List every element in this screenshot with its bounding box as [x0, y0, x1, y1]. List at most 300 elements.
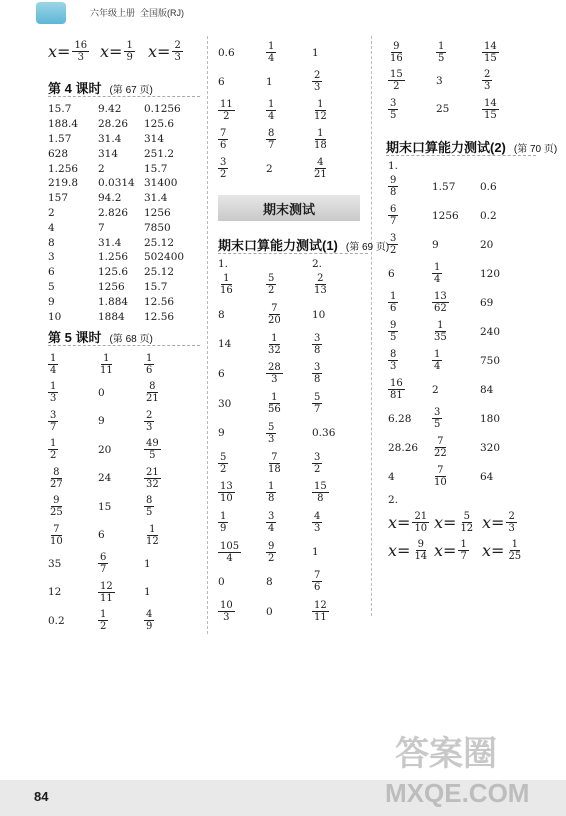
- denominator: 12: [146, 535, 159, 547]
- test2-label-2: 2.: [388, 494, 399, 506]
- numerator: 6: [390, 204, 397, 215]
- numerator: 3: [390, 233, 397, 244]
- fraction: [388, 69, 405, 92]
- answer-cell: [48, 38, 89, 64]
- fraction: [144, 467, 161, 490]
- denominator: 4: [226, 552, 233, 564]
- fraction: [98, 609, 108, 632]
- numerator: 10: [220, 600, 233, 612]
- answer-cell: [218, 270, 235, 300]
- numerator: 21: [414, 510, 428, 522]
- answer-cell: 1884: [98, 310, 125, 323]
- fraction: [432, 349, 442, 372]
- numerator: 1: [438, 40, 445, 52]
- denominator: 62: [434, 303, 447, 314]
- fraction: [312, 273, 329, 296]
- answer-cell: 1.57: [48, 132, 72, 145]
- x-equals: x=: [482, 512, 505, 532]
- denominator: 3: [314, 82, 321, 93]
- fraction: [432, 262, 442, 285]
- denominator: 2: [390, 245, 397, 256]
- answer-cell: 125.6: [144, 118, 175, 131]
- answer-cell: 7: [98, 221, 105, 234]
- numerator: 1: [268, 481, 275, 493]
- fraction: [432, 465, 449, 488]
- denominator: 3: [268, 433, 275, 445]
- answer-cell: [266, 389, 283, 419]
- denominator: 7: [390, 216, 397, 227]
- answer-cell: [482, 95, 499, 124]
- answer-cell: 314: [98, 147, 119, 160]
- answer-cell: 0.36: [312, 427, 336, 440]
- answer-cell: [312, 567, 322, 597]
- test1-page: (第 69 页): [345, 242, 390, 253]
- answer-cell: 1: [144, 557, 151, 570]
- answer-cell: 120: [480, 267, 501, 280]
- x-equals: x=: [388, 512, 411, 532]
- answer-cell: 1256: [144, 206, 171, 219]
- answer-cell: [218, 448, 228, 478]
- answer-cell: [144, 350, 154, 379]
- fraction: [266, 128, 276, 151]
- fraction: [144, 410, 154, 433]
- denominator: 4: [268, 522, 275, 534]
- answer-cell: 6: [98, 529, 105, 542]
- numerator: 4: [314, 510, 321, 522]
- answer-cell: [312, 67, 322, 96]
- answer-cell: [98, 350, 115, 379]
- fraction: [388, 291, 398, 314]
- fraction: [482, 69, 492, 92]
- fraction: [144, 495, 154, 518]
- fraction: [388, 349, 398, 372]
- answer-cell: 31400: [144, 177, 178, 190]
- fraction: [506, 511, 516, 534]
- denominator: 4: [434, 274, 441, 285]
- lesson5-title: [48, 327, 153, 346]
- numerator: 8: [146, 495, 153, 507]
- numerator: 3: [314, 362, 321, 374]
- denominator: 9: [126, 51, 133, 63]
- x-equals: x=: [434, 512, 457, 532]
- answer-cell: [388, 67, 405, 96]
- fraction: [388, 233, 398, 256]
- denominator: 2: [268, 285, 275, 297]
- denominator: 10: [220, 493, 233, 505]
- denominator: 6: [314, 582, 321, 594]
- fraction: [312, 511, 322, 534]
- answer-cell: 502400: [144, 251, 185, 264]
- answer-cell: [388, 172, 398, 201]
- denominator: 7: [50, 421, 57, 433]
- fraction: [124, 40, 134, 63]
- numerator: 7: [437, 436, 444, 447]
- numerator: 1: [103, 352, 110, 364]
- answer-cell: 0.6: [218, 46, 235, 59]
- numerator: 5: [220, 451, 227, 463]
- x-equals: x=: [100, 41, 123, 61]
- denominator: 3: [314, 522, 321, 534]
- numerator: 9: [390, 320, 397, 331]
- answer-cell: 31.4: [144, 192, 168, 205]
- fraction: [312, 157, 329, 180]
- numerator: 14: [484, 40, 497, 52]
- lesson5-page: (第 68 页): [109, 334, 153, 345]
- denominator: 3: [50, 393, 57, 405]
- answer-cell: [218, 478, 235, 508]
- fraction: [388, 204, 398, 227]
- watermark-url: MXQE.COM: [385, 778, 530, 808]
- answer-cell: 0.1256: [144, 103, 181, 116]
- denominator: 13: [314, 285, 327, 297]
- answer-cell: [48, 379, 58, 408]
- answer-cell: 251.2: [144, 147, 175, 160]
- denominator: 21: [146, 393, 159, 405]
- answer-cell: [144, 607, 154, 636]
- numerator: 15: [314, 481, 327, 493]
- answer-cell: [48, 521, 65, 550]
- fraction: [266, 481, 276, 504]
- answer-cell: [482, 38, 499, 67]
- denominator: 15: [484, 52, 497, 64]
- numerator: 1: [50, 438, 57, 450]
- exam-banner: 期末测试: [218, 195, 360, 221]
- answer-cell: [266, 508, 276, 538]
- answer-cell: 6: [218, 367, 225, 380]
- numerator: 1: [223, 273, 230, 285]
- answer-cell: 9: [432, 238, 439, 251]
- answer-cell: 6: [48, 266, 55, 279]
- answer-cell: [48, 350, 58, 379]
- numerator: 9: [417, 538, 424, 550]
- fraction: [48, 495, 65, 518]
- denominator: 7: [460, 550, 467, 562]
- answer-cell: [312, 329, 322, 359]
- numerator: 1: [434, 349, 441, 360]
- denominator: 6: [390, 303, 397, 314]
- denominator: 21: [314, 169, 327, 180]
- denominator: 3: [146, 421, 153, 433]
- answer-cell: 0: [266, 605, 273, 618]
- numerator: 49: [146, 438, 159, 450]
- answer-cell: [432, 317, 449, 346]
- answer-cell: [144, 407, 154, 436]
- answer-cell: [144, 521, 161, 550]
- answer-cell: 24: [98, 472, 112, 485]
- fraction: [506, 539, 523, 562]
- denominator: 5: [434, 419, 441, 430]
- fraction: [218, 481, 235, 504]
- numerator: 13: [434, 291, 447, 302]
- denominator: 5: [390, 109, 397, 121]
- answer-cell: [312, 389, 322, 419]
- denominator: 6: [146, 364, 153, 376]
- answer-cell: [218, 96, 235, 125]
- answer-cell: [218, 125, 228, 154]
- denominator: 7: [268, 140, 275, 151]
- column-divider: [371, 36, 372, 616]
- test2-title: [386, 137, 557, 156]
- answer-cell: 4: [388, 470, 395, 483]
- answer-cell: 320: [480, 441, 501, 454]
- numerator: 5: [268, 421, 275, 433]
- fraction: [144, 609, 154, 632]
- answer-cell: 15.7: [48, 103, 72, 116]
- answer-cell: [266, 38, 276, 67]
- numerator: 1: [317, 128, 324, 139]
- answer-cell: 1.256: [48, 162, 79, 175]
- fraction: [412, 511, 429, 534]
- answer-cell: 15: [98, 500, 112, 513]
- denominator: 5: [149, 450, 156, 462]
- numerator: 1: [268, 41, 275, 52]
- answer-cell: [100, 38, 135, 64]
- answer-cell: 94.2: [98, 192, 122, 205]
- denominator: 10: [434, 477, 447, 488]
- denominator: 6: [220, 140, 227, 151]
- numerator: 1: [149, 523, 156, 535]
- answer-cell: 240: [480, 325, 501, 338]
- answer-cell: [482, 67, 492, 96]
- answer-cell: 7850: [144, 221, 171, 234]
- answer-cell: [432, 288, 449, 317]
- fraction: [436, 41, 446, 64]
- answer-cell: 1.57: [432, 180, 456, 193]
- numerator: 16: [74, 39, 88, 51]
- fraction: [218, 511, 228, 534]
- denominator: 12: [460, 522, 474, 534]
- denominator: 2: [268, 552, 275, 564]
- answer-cell: 0: [98, 386, 105, 399]
- fraction: [98, 552, 108, 575]
- fraction: [218, 128, 228, 151]
- numerator: 15: [390, 69, 403, 81]
- denominator: 10: [50, 535, 63, 547]
- denominator: 35: [434, 332, 447, 343]
- numerator: 2: [174, 39, 181, 51]
- numerator: 5: [268, 273, 275, 285]
- fraction: [388, 175, 398, 198]
- answer-cell: 20: [98, 443, 112, 456]
- denominator: 10: [414, 522, 428, 534]
- numerator: 1: [50, 352, 57, 364]
- answer-cell: 8: [266, 575, 273, 588]
- fraction: [98, 353, 115, 376]
- answer-cell: [312, 478, 329, 508]
- answer-cell: 3: [436, 74, 443, 87]
- lesson5-title-text: 第 5 课时: [48, 330, 102, 345]
- denominator: 3: [174, 51, 181, 63]
- answer-cell: 31.4: [98, 132, 122, 145]
- numerator: 12: [314, 600, 327, 612]
- denominator: 2: [220, 169, 227, 180]
- denominator: 11: [314, 612, 327, 624]
- answer-cell: [266, 96, 276, 125]
- answer-cell: 25.12: [144, 266, 175, 279]
- answer-cell: [312, 359, 322, 389]
- answer-cell: [266, 537, 276, 567]
- numerator: 3: [50, 409, 57, 421]
- fraction: [98, 581, 115, 604]
- fraction: [312, 452, 322, 475]
- numerator: 1: [437, 320, 444, 331]
- answer-cell: [432, 462, 449, 491]
- answer-cell: [388, 95, 398, 124]
- numerator: 2: [314, 70, 321, 81]
- answer-cell: 28.26: [388, 441, 419, 454]
- answer-cell: 8: [48, 236, 55, 249]
- test2-label-1: 1.: [388, 160, 399, 172]
- answer-cell: [266, 125, 276, 154]
- fraction: [312, 128, 329, 151]
- denominator: 3: [484, 81, 491, 93]
- answer-cell: [144, 493, 154, 522]
- denominator: 11: [100, 364, 113, 376]
- numerator: 8: [53, 466, 60, 478]
- fraction: [388, 378, 405, 401]
- fraction: [266, 303, 283, 326]
- denominator: 8: [390, 187, 397, 198]
- test1-title: [218, 235, 389, 254]
- fraction: [144, 524, 161, 547]
- answer-cell: [98, 550, 108, 579]
- denominator: 4: [434, 361, 441, 372]
- divider: [218, 253, 368, 254]
- answer-cell: [482, 536, 523, 564]
- numerator: 1: [50, 381, 57, 393]
- book-logo: [36, 2, 66, 24]
- denominator: 3: [390, 361, 397, 372]
- numerator: 2: [508, 510, 515, 522]
- fraction: [312, 70, 322, 93]
- denominator: 3: [223, 612, 230, 624]
- answer-cell: 84: [480, 383, 494, 396]
- fraction: [266, 422, 276, 445]
- denominator: 56: [268, 404, 281, 416]
- lesson4-title-text: 第 4 课时: [48, 81, 102, 96]
- answer-cell: 6: [218, 75, 225, 88]
- fraction: [266, 273, 276, 296]
- denominator: 5: [438, 52, 445, 64]
- answer-cell: [312, 597, 329, 627]
- numerator: 9: [390, 175, 397, 186]
- answer-cell: 9: [48, 295, 55, 308]
- answer-cell: 0.2: [48, 614, 65, 627]
- answer-cell: [98, 578, 115, 607]
- fraction: [312, 333, 322, 356]
- lesson4-page: (第 67 页): [109, 85, 153, 96]
- answer-cell: [266, 448, 283, 478]
- numerator: 7: [437, 465, 444, 476]
- denominator: 7: [314, 404, 321, 416]
- numerator: 4: [146, 609, 153, 621]
- divider: [386, 155, 536, 156]
- fraction: [48, 524, 65, 547]
- answer-cell: 35: [48, 557, 62, 570]
- fraction: [266, 452, 283, 475]
- answer-cell: [312, 154, 329, 183]
- answer-cell: 4: [48, 221, 55, 234]
- fraction: [266, 541, 276, 564]
- answer-cell: [48, 464, 65, 493]
- answer-cell: 2: [48, 206, 55, 219]
- answer-cell: [434, 536, 469, 564]
- fraction: [218, 273, 235, 296]
- answer-cell: 14: [218, 338, 232, 351]
- fraction: [432, 407, 442, 430]
- fraction: [312, 481, 329, 504]
- answer-cell: [266, 419, 276, 449]
- answer-cell: [218, 537, 241, 567]
- fraction: [218, 99, 235, 122]
- answer-cell: 20: [480, 238, 494, 251]
- fraction: [266, 333, 283, 356]
- answer-cell: 1256: [432, 209, 459, 222]
- test1-title-text: 期末口算能力测试(1): [218, 238, 338, 253]
- answer-cell: [266, 270, 276, 300]
- denominator: 15: [484, 109, 497, 121]
- answer-cell: [266, 300, 283, 330]
- fraction: [266, 511, 276, 534]
- answer-cell: 15.7: [144, 162, 168, 175]
- denominator: 8: [314, 374, 321, 386]
- answer-cell: 0.2: [480, 209, 497, 222]
- numerator: 1: [460, 538, 467, 550]
- answer-cell: [436, 38, 446, 67]
- denominator: 32: [268, 344, 281, 356]
- denominator: 8: [268, 493, 275, 505]
- fraction: [482, 41, 499, 64]
- answer-cell: 10: [48, 310, 62, 323]
- denominator: 25: [50, 507, 63, 519]
- answer-cell: 0: [218, 575, 225, 588]
- denominator: 16: [220, 285, 233, 297]
- numerator: 7: [53, 523, 60, 535]
- fraction: [48, 467, 65, 490]
- numerator: 1: [271, 332, 278, 344]
- answer-cell: [312, 125, 329, 154]
- answer-cell: 1: [312, 46, 319, 59]
- answer-cell: [388, 201, 398, 230]
- divider: [48, 96, 200, 97]
- numerator: 2: [317, 273, 324, 285]
- denominator: 8: [314, 344, 321, 356]
- denominator: 22: [434, 448, 447, 459]
- fraction: [172, 40, 182, 63]
- answer-cell: 1256: [98, 280, 125, 293]
- numerator: 3: [314, 332, 321, 344]
- numerator: 5: [463, 510, 470, 522]
- denominator: 2: [314, 463, 321, 475]
- answer-cell: 31.4: [98, 236, 122, 249]
- test2-title-text: 期末口算能力测试(2): [386, 140, 506, 155]
- fraction: [266, 41, 276, 64]
- numerator: 2: [484, 69, 491, 81]
- numerator: 8: [268, 128, 275, 139]
- denominator: 9: [146, 621, 153, 633]
- answer-cell: [388, 317, 398, 346]
- numerator: 1: [390, 291, 397, 302]
- answer-cell: 1.256: [98, 251, 129, 264]
- answer-cell: 6.28: [388, 412, 412, 425]
- denominator: 9: [220, 522, 227, 534]
- answer-cell: 2.826: [98, 206, 129, 219]
- numerator: 1: [220, 510, 227, 522]
- denominator: 14: [414, 550, 428, 562]
- answer-cell: [432, 404, 442, 433]
- page-number: 84: [34, 789, 49, 804]
- numerator: 28: [268, 362, 281, 374]
